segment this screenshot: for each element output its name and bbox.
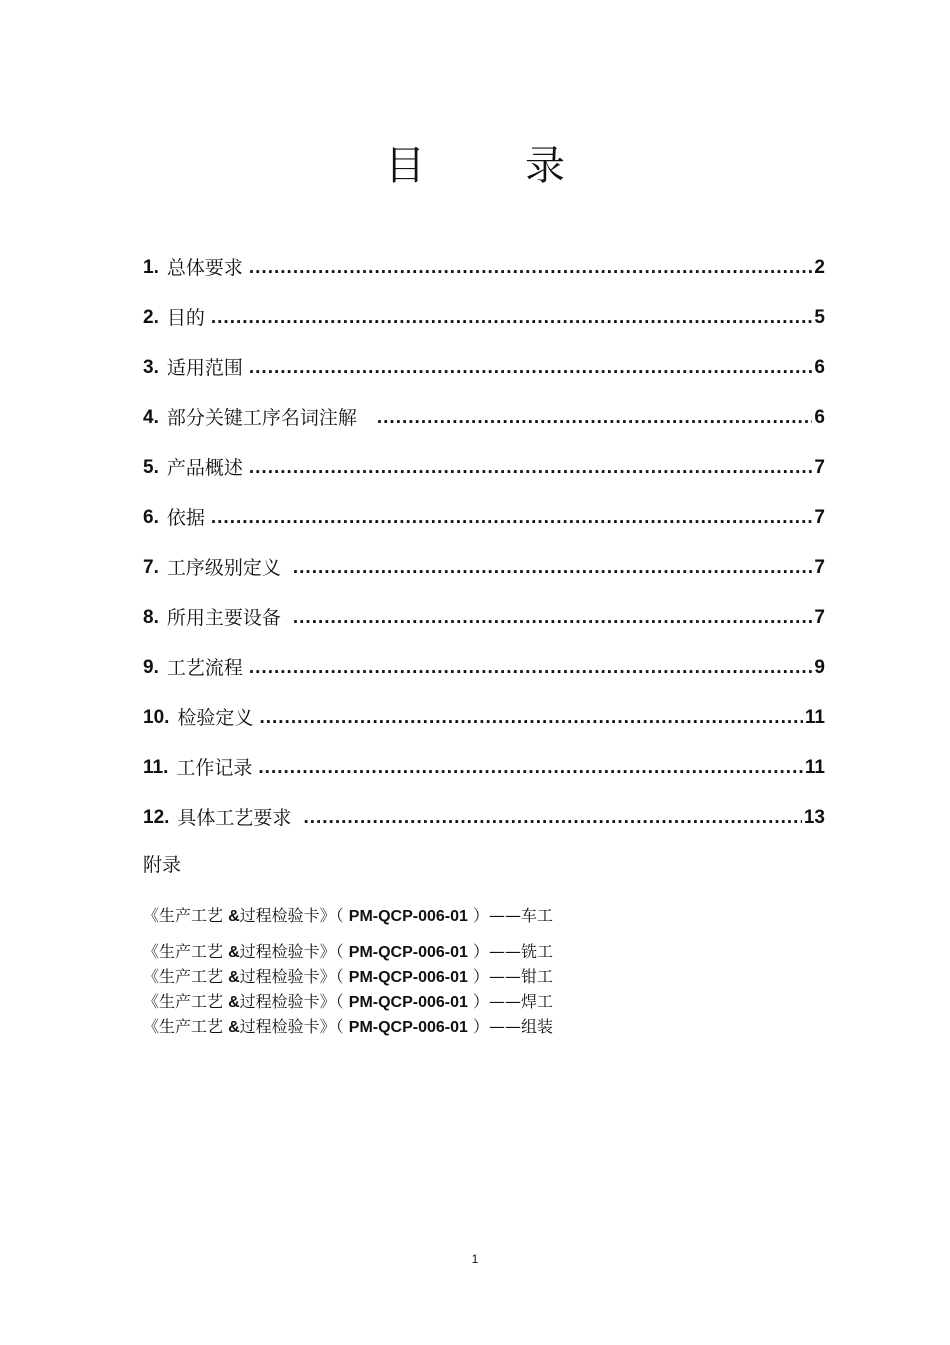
- toc-text: 工作记录: [176, 757, 253, 779]
- toc-page: 11: [804, 707, 825, 728]
- card-suffix: ）——车工: [473, 906, 554, 925]
- toc-number: 3.: [143, 357, 159, 378]
- toc-leader: [249, 450, 813, 486]
- toc-page: 9: [814, 657, 825, 678]
- toc-page: 7: [814, 607, 825, 628]
- toc-number: 2.: [143, 307, 159, 328]
- card-prefix: 《生产工艺: [143, 906, 224, 925]
- toc-text: 总体要求: [166, 257, 243, 279]
- appendix-card-item[interactable]: [143, 964, 553, 989]
- page-title: [0, 134, 950, 191]
- toc-number: 1.: [143, 257, 159, 278]
- card-code: PM-QCP-006-01: [348, 944, 468, 961]
- toc-entry[interactable]: [143, 250, 825, 300]
- toc-entry[interactable]: [143, 550, 825, 600]
- toc-text: 工艺流程: [166, 657, 243, 679]
- toc-text: 工序级别定义: [166, 557, 281, 579]
- card-suffix: ）——组装: [473, 1017, 554, 1036]
- card-code: PM-QCP-006-01: [348, 908, 468, 925]
- card-mid: 过程检验卡》（: [239, 1017, 344, 1036]
- toc-number: 9.: [143, 657, 159, 678]
- toc-number: 11.: [143, 757, 169, 778]
- toc-text: 所用主要设备: [166, 607, 281, 629]
- card-ampersand: &: [228, 908, 240, 925]
- toc-number: 10.: [143, 707, 170, 728]
- toc-number: 5.: [143, 457, 159, 478]
- toc-page: 7: [814, 557, 825, 578]
- toc-entry[interactable]: [143, 650, 825, 700]
- toc-entry[interactable]: [143, 350, 825, 400]
- toc-page: 5: [814, 307, 825, 328]
- toc-page: 6: [814, 407, 825, 428]
- toc-number: 6.: [143, 507, 159, 528]
- toc-page: 13: [803, 807, 825, 828]
- card-prefix: 《生产工艺: [143, 1017, 224, 1036]
- toc-leader: [293, 550, 813, 586]
- toc-number: 7.: [143, 557, 159, 578]
- toc-page: 6: [814, 357, 825, 378]
- toc-text: 产品概述: [166, 457, 243, 479]
- toc-entry[interactable]: [143, 700, 825, 750]
- card-mid: 过程检验卡》（: [239, 942, 344, 961]
- toc-page: 7: [814, 457, 825, 478]
- toc-leader: [249, 250, 813, 286]
- card-mid: 过程检验卡》（: [239, 967, 344, 986]
- card-code: PM-QCP-006-01: [348, 969, 468, 986]
- toc-leader: [258, 750, 803, 786]
- appendix-card-item[interactable]: [143, 939, 553, 964]
- toc-entry[interactable]: [143, 750, 825, 800]
- appendix-card-item[interactable]: [143, 989, 553, 1014]
- appendix-card-item[interactable]: [143, 903, 553, 928]
- toc-entry[interactable]: [143, 450, 825, 500]
- toc-number: 4.: [143, 407, 159, 428]
- toc-leader: [211, 300, 813, 336]
- card-ampersand: &: [228, 1019, 240, 1036]
- toc-text: 目的: [166, 307, 205, 329]
- title-char-2: 录: [525, 143, 565, 189]
- toc-leader: [293, 600, 813, 636]
- table-of-contents: [143, 250, 825, 850]
- toc-leader: [249, 650, 813, 686]
- toc-entry[interactable]: [143, 500, 825, 550]
- card-code: PM-QCP-006-01: [348, 1019, 468, 1036]
- card-suffix: ）——焊工: [473, 992, 554, 1011]
- appendix-card-item[interactable]: [143, 1014, 553, 1039]
- title-char-1: 目: [385, 143, 425, 189]
- toc-number: 8.: [143, 607, 159, 628]
- toc-page: 7: [814, 507, 825, 528]
- toc-page: 11: [804, 757, 825, 778]
- toc-entry[interactable]: [143, 600, 825, 650]
- appendix-title: 附录: [143, 854, 182, 876]
- page-number: 1: [471, 1252, 479, 1266]
- toc-page: 2: [814, 257, 825, 278]
- toc-text: 适用范围: [166, 357, 243, 379]
- toc-leader: [249, 350, 813, 386]
- toc-number: 12.: [143, 807, 170, 828]
- toc-entry[interactable]: [143, 800, 825, 850]
- card-mid: 过程检验卡》（: [239, 992, 344, 1011]
- card-ampersand: &: [228, 969, 240, 986]
- toc-entry[interactable]: [143, 400, 825, 450]
- toc-leader: [211, 500, 813, 536]
- card-suffix: ）——铣工: [473, 942, 554, 961]
- card-mid: 过程检验卡》（: [239, 906, 344, 925]
- card-prefix: 《生产工艺: [143, 942, 224, 961]
- toc-leader: [377, 400, 813, 436]
- toc-leader: [259, 700, 802, 736]
- toc-text: 检验定义: [177, 707, 254, 729]
- card-suffix: ）——钳工: [473, 967, 554, 986]
- card-ampersand: &: [228, 944, 240, 961]
- toc-text: 部分关键工序名词注解: [166, 407, 357, 429]
- card-prefix: 《生产工艺: [143, 967, 224, 986]
- card-code: PM-QCP-006-01: [348, 994, 468, 1011]
- toc-text: 依据: [166, 507, 205, 529]
- toc-leader: [303, 800, 801, 836]
- toc-entry[interactable]: [143, 300, 825, 350]
- card-ampersand: &: [228, 994, 240, 1011]
- card-prefix: 《生产工艺: [143, 992, 224, 1011]
- appendix-card-list: [143, 903, 553, 1039]
- toc-text: 具体工艺要求: [177, 807, 292, 829]
